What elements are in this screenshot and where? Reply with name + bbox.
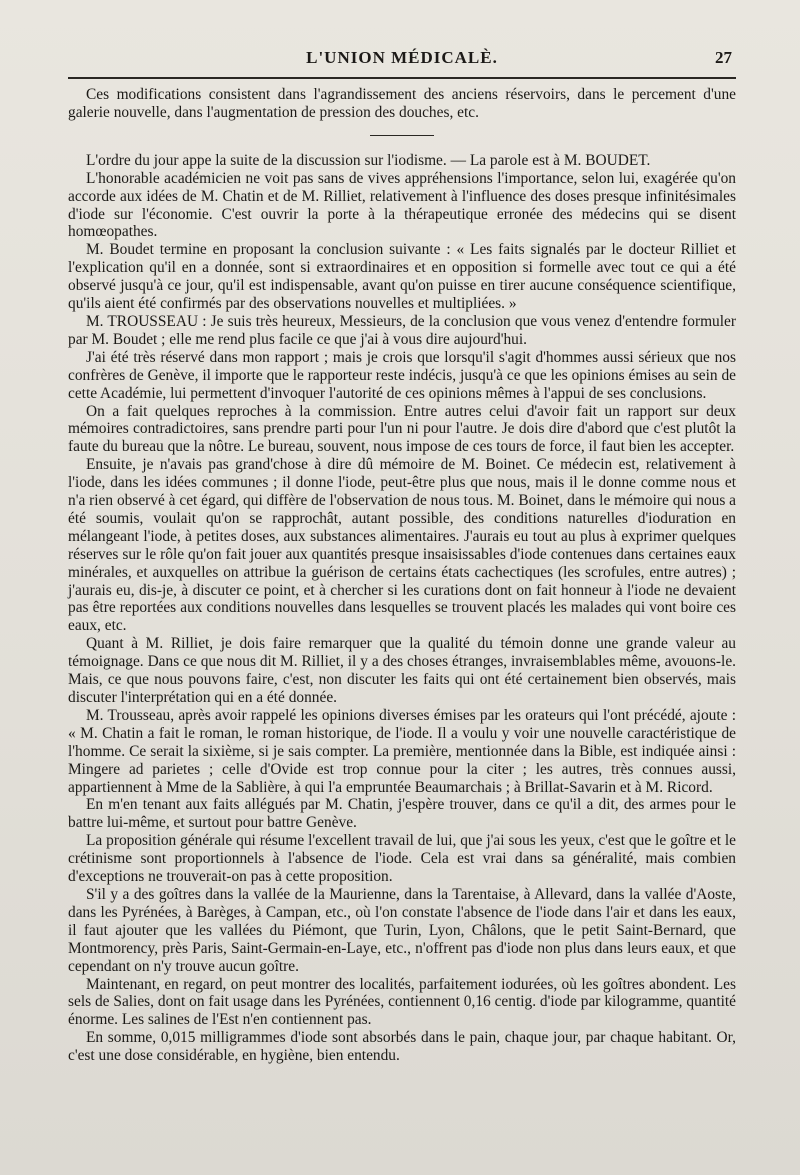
paragraph: L'honorable académicien ne voit pas sans de vives appréhensions l'importance, selon lui, exagérée qu'on accorde aux idées de M. Chatin et de M. Rilliet, relativement à l'influence des doses presque infinitésimales d'iode sur l'économie. C'est ouvrir la porte à la thérapeutique erronée des médecins qui se disent homœopathes.: [68, 169, 736, 241]
journal-title: L'UNION MÉDICALÈ.: [306, 48, 498, 67]
section-separator: [370, 135, 434, 136]
paragraph: Ces modifications consistent dans l'agrandissement des anciens réservoirs, dans le percement d'une galerie nouvelle, dans l'augmentation de pression des douches, etc.: [68, 86, 736, 121]
paragraph: En somme, 0,015 milligrammes d'iode sont absorbés dans le pain, chaque jour, par chaque habitant. Or, c'est une dose considérable, en hygiène, bien entendu.: [68, 1029, 736, 1065]
paragraph: On a fait quelques reproches à la commission. Entre autres celui d'avoir fait un rapport sur deux mémoires contradictoires, sans prendre parti pour l'un ni pour l'autre. Je dois dire d'abord que c'est plutôt la faute du bureau que la nôtre. Le bureau, souvent, nous impose de ces tours de force, il faut bien les accepter.: [68, 402, 736, 456]
paragraph: Maintenant, en regard, on peut montrer des localités, parfaitement iodurées, où les goîtres abondent. Les sels de Salies, dont on fait usage dans les Pyrénées, contiennent 0,16 centig. d'iode par kilogramme, quantité énorme. Les salines de l'Est n'en contiennent pas.: [68, 975, 736, 1029]
paragraph: En m'en tenant aux faits allégués par M. Chatin, j'espère trouver, dans ce qu'il a dit, des armes pour le battre lui-même, et surtout pour battre Genève.: [68, 796, 736, 832]
paragraph: Ensuite, je n'avais pas grand'chose à dire dû mémoire de M. Boinet. Ce médecin est, relativement à l'iode, dans les idées communes ; il donne l'iode, peut-être plus que nous, mais il le donne comme nous et n'a rien observé à cet égard, qui diffère de l'observation de nous tous. M. Boinet, dans le mémoire qui nous a été soumis, voulait qu'on se rapprochât, autant possible, des conditions naturelles d'ioduration en mélangeant l'iode, à petites doses, aux substances alimentaires. J'aurais eu tout au plus à exprimer quelques réserves sur le rôle qu'on fait jouer aux quantités presque insaisissables d'iode contenues dans certaines eaux minérales, et auxquelles on attribue la guérison de certains états cachectiques (les scrofules, entre autres) ; j'aurais eu, dis-je, à discuter ce point, et à chercher si les curations dont on fait honneur à l'iode ne devaient pas être reportées aux conditions nouvelles dans lesquelles se trouvent placés les malades qui vont boire ces eaux, etc.: [68, 456, 736, 635]
article-body: [68, 86, 736, 1065]
header-rule: [68, 77, 736, 79]
paragraph: J'ai été très réservé dans mon rapport ; mais je crois que lorsqu'il s'agit d'hommes aussi sérieux que nos confrères de Genève, il importe que le rapporteur reste indécis, jusqu'à ce que les opinions émises au sein de cette Académie, lui permettent d'invoquer l'autorité de ces opinions mêmes à l'appui de ses conclusions.: [68, 348, 736, 402]
paragraph: La proposition générale qui résume l'excellent travail de lui, que j'ai sous les yeux, c'est que le goître et le crétinisme sont proportionnels à l'absence de l'iode. Cela est vrai dans sa généralité, mais combien d'exceptions ne trouverait-on pas à cette proposition.: [68, 832, 736, 886]
paragraph: M. Trousseau, après avoir rappelé les opinions diverses émises par les orateurs qui l'ont précédé, ajoute : « M. Chatin a fait le roman, le roman historique, de l'iode. Il a voulu y voir une nouvelle caractéristique de l'homme. Ce serait la sixième, si je sais compter. La première, mentionnée dans la Bible, est indiquée ainsi : Mingere ad parietes ; celle d'Ovide est trop connue pour la citer ; les autres, très connues aussi, appartiennent à Mme de la Sablière, à qui l'a empruntée Beaumarchais ; à Brillat-Savarin et à M. Ricord.: [68, 706, 736, 796]
paragraph: Quant à M. Rilliet, je dois faire remarquer que la qualité du témoin donne une grande valeur au témoignage. Dans ce que nous dit M. Rilliet, il y a des choses étranges, invraisemblables même, avouons-le. Mais, ce que nous pouvons faire, c'est, non discuter les faits qui ont été certainement bien observés, mais discuter l'interprétation qui en a été donnée.: [68, 635, 736, 706]
running-header: [68, 44, 736, 74]
paragraph: M. TROUSSEAU : Je suis très heureux, Messieurs, de la conclusion que vous venez d'entendre formuler par M. Boudet ; elle me rend plus facile ce que j'ai à vous dire aujourd'hui.: [68, 312, 736, 348]
paragraph: L'ordre du jour appe la suite de la discussion sur l'iodisme. — La parole est à M. BOUDET.: [86, 151, 651, 169]
paragraph: S'il y a des goîtres dans la vallée de la Maurienne, dans la Tarentaise, à Allevard, dans la vallée d'Aoste, dans les Pyrénées, à Barèges, à Campan, etc., où l'on constate l'absence de l'iode dans l'air et dans les eaux, il faut ajouter que les vallées du Piémont, que Turin, Lyon, Châlons, que le petit Saint-Bernard, que Montmorency, près Paris, Saint-Germain-en-Laye, etc., n'offrent pas d'iode non plus dans leurs eaux, et que cependant on n'y trouve aucun goître.: [68, 885, 736, 975]
paragraph: M. Boudet termine en proposant la conclusion suivante : « Les faits signalés par le docteur Rilliet et l'explication qu'il en a donnée, sont si extraordinaires et en opposition si formelle avec tout ce qui a été observé jusqu'à ce jour, qu'il est indispensable, avant qu'on puisse en tirer aucune conséquence scientifique, qu'ils aient été confirmés par des observations nouvelles et multipliées. »: [68, 241, 736, 313]
page-number: 27: [715, 48, 732, 67]
